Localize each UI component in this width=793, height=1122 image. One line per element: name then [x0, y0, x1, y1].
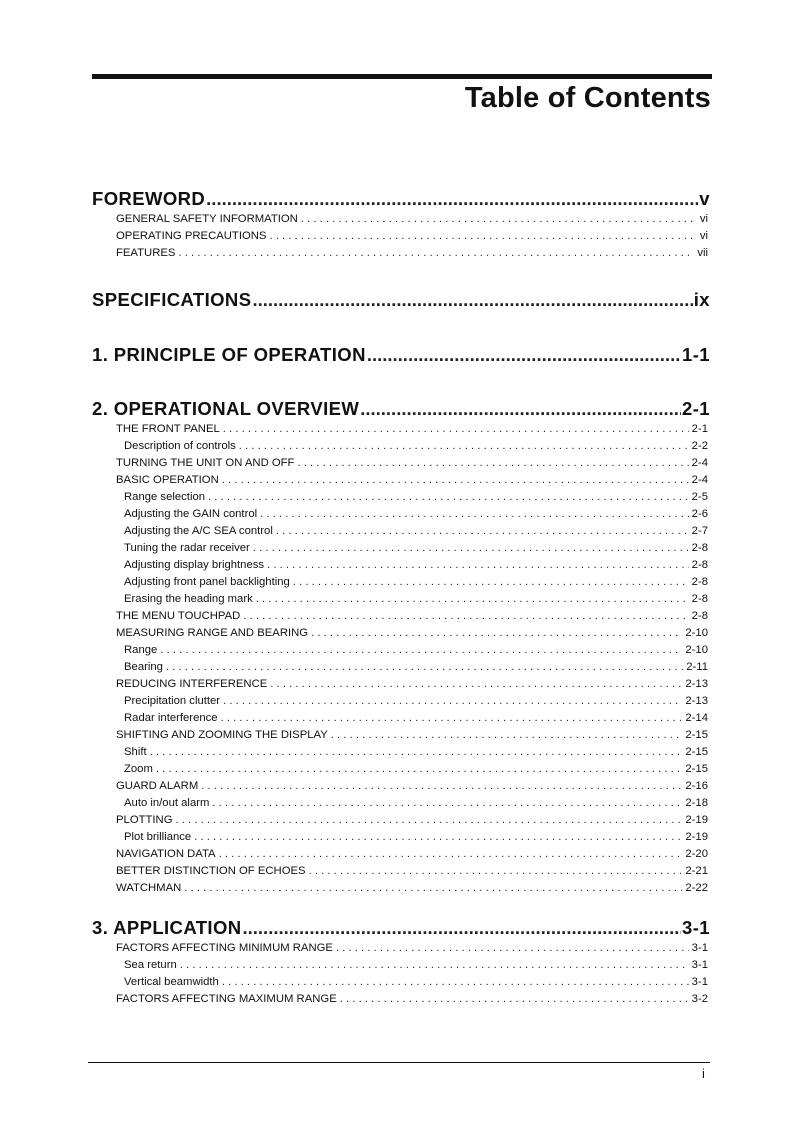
toc-entry[interactable] — [116, 213, 708, 229]
toc-entry[interactable] — [116, 882, 708, 898]
dot-leader — [223, 423, 689, 435]
dot-leader — [166, 661, 683, 673]
dot-leader — [222, 976, 689, 988]
toc-subentry[interactable] — [124, 797, 708, 813]
toc-entry-label: FACTORS AFFECTING MAXIMUM RANGE — [116, 993, 337, 1005]
toc-entry-label: Adjusting the GAIN control — [124, 508, 258, 520]
dot-leader — [336, 942, 689, 954]
toc-page-number: 2-11 — [686, 661, 708, 673]
toc-entry-label: REDUCING INTERFERENCE — [116, 678, 268, 690]
dot-leader — [260, 508, 689, 520]
toc-page-number: vi — [699, 213, 708, 225]
toc-entry-label: Adjusting the A/C SEA control — [124, 525, 273, 537]
dot-leader — [269, 230, 696, 242]
toc-entry-label: WATCHMAN — [116, 882, 182, 894]
dot-leader — [194, 831, 682, 843]
dot-leader — [184, 882, 682, 894]
dot-leader — [367, 344, 681, 366]
toc-entry-label: Bearing — [124, 661, 163, 673]
toc-page-number: 1-1 — [682, 344, 710, 365]
toc-entry[interactable] — [116, 457, 708, 473]
toc-entry-label: FACTORS AFFECTING MINIMUM RANGE — [116, 942, 333, 954]
toc-page-number: 2-19 — [685, 831, 708, 843]
dot-leader — [160, 644, 682, 656]
dot-leader — [212, 797, 682, 809]
toc-entry[interactable] — [116, 993, 708, 1009]
toc-entry-label: Tuning the radar receiver — [124, 542, 250, 554]
toc-entry-label: PLOTTING — [116, 814, 173, 826]
bottom-rule — [88, 1062, 710, 1063]
toc-entry-label: Auto in/out alarm — [124, 797, 210, 809]
toc-entry[interactable] — [116, 627, 708, 643]
toc-entry-label: Range — [124, 644, 158, 656]
dot-leader — [252, 289, 692, 311]
toc-entry-label: Erasing the heading mark — [124, 593, 253, 605]
toc-subentry[interactable] — [124, 831, 708, 847]
toc-entry-label: Plot brilliance — [124, 831, 192, 843]
toc-subentry[interactable] — [124, 576, 708, 592]
toc-page-number: 3-1 — [691, 959, 708, 971]
dot-leader — [180, 959, 689, 971]
toc-entry[interactable] — [116, 780, 708, 796]
toc-entry[interactable] — [116, 230, 708, 246]
toc-section-title: SPECIFICATIONS — [92, 289, 252, 310]
toc-entry-label: THE FRONT PANEL — [116, 423, 220, 435]
toc-section-title: 2. OPERATIONAL OVERVIEW — [92, 398, 360, 419]
toc-page-number: 2-22 — [685, 882, 708, 894]
dot-leader — [208, 491, 689, 503]
toc-subentry[interactable] — [124, 440, 708, 456]
toc-section[interactable] — [92, 917, 710, 941]
dot-leader — [256, 593, 689, 605]
toc-entry-label: OPERATING PRECAUTIONS — [116, 230, 267, 242]
toc-page-number: vii — [697, 247, 708, 259]
toc-subentry[interactable] — [124, 695, 708, 711]
toc-section-title: 1. PRINCIPLE OF OPERATION — [92, 344, 366, 365]
dot-leader — [331, 729, 683, 741]
dot-leader — [276, 525, 689, 537]
toc-section[interactable] — [92, 289, 710, 313]
toc-entry[interactable] — [116, 610, 708, 626]
toc-page-number: 2-8 — [691, 610, 708, 622]
toc-entry-label: Adjusting front panel backlighting — [124, 576, 290, 588]
toc-page-number: 2-5 — [691, 491, 708, 503]
toc-section[interactable] — [92, 188, 710, 212]
toc-section[interactable] — [92, 398, 710, 422]
toc-page-number: 2-19 — [685, 814, 708, 826]
toc-subentry[interactable] — [124, 491, 708, 507]
toc-page-number: 2-1 — [691, 423, 708, 435]
page-title: Table of Contents — [464, 82, 711, 114]
dot-leader — [311, 627, 682, 639]
toc-entry-label: Radar interference — [124, 712, 218, 724]
toc-subentry[interactable] — [124, 542, 708, 558]
toc-entry-label: Precipitation clutter — [124, 695, 221, 707]
toc-page-number: 3-1 — [691, 976, 708, 988]
dot-leader — [309, 865, 683, 877]
toc-page-number: 3-1 — [691, 942, 708, 954]
toc-page-number: 2-8 — [691, 576, 708, 588]
toc-subentry[interactable] — [124, 559, 708, 575]
toc-page-number: 2-21 — [685, 865, 708, 877]
toc-entry[interactable] — [116, 678, 708, 694]
dot-leader — [219, 848, 683, 860]
toc-entry-label: Zoom — [124, 763, 153, 775]
toc-entry-label: GENERAL SAFETY INFORMATION — [116, 213, 298, 225]
dot-leader — [340, 993, 689, 1005]
toc-entry-label: GUARD ALARM — [116, 780, 199, 792]
dot-leader — [243, 610, 688, 622]
toc-subentry[interactable] — [124, 959, 708, 975]
toc-entry-label: Shift — [124, 746, 147, 758]
toc-entry-label: FEATURES — [116, 247, 176, 259]
toc-page-number: 2-7 — [691, 525, 708, 537]
toc-subentry[interactable] — [124, 712, 708, 728]
toc-page-number: 2-8 — [691, 593, 708, 605]
page-number: i — [702, 1066, 705, 1081]
dot-leader — [360, 398, 681, 420]
toc-subentry[interactable] — [124, 644, 708, 660]
toc-page-number: ix — [693, 289, 710, 310]
dot-leader — [267, 559, 689, 571]
toc-entry[interactable] — [116, 865, 708, 881]
dot-leader — [253, 542, 689, 554]
toc-entry-label: SHIFTING AND ZOOMING THE DISPLAY — [116, 729, 328, 741]
dot-leader — [178, 247, 694, 259]
toc-page-number: 2-15 — [685, 746, 708, 758]
dot-leader — [150, 746, 683, 758]
dot-leader — [176, 814, 683, 826]
dot-leader — [239, 440, 689, 452]
toc-entry-label: TURNING THE UNIT ON AND OFF — [116, 457, 295, 469]
toc-page-number: 2-4 — [691, 457, 708, 469]
toc-page-number: 2-15 — [685, 763, 708, 775]
toc-entry-label: Description of controls — [124, 440, 236, 452]
toc-entry[interactable] — [116, 474, 708, 490]
toc-page-number: 3-1 — [682, 917, 710, 938]
toc-subentry[interactable] — [124, 593, 708, 609]
dot-leader — [270, 678, 682, 690]
dot-leader — [301, 213, 697, 225]
toc-entry-label: MEASURING RANGE AND BEARING — [116, 627, 309, 639]
toc-entry[interactable] — [116, 729, 708, 745]
toc-entry-label: Sea return — [124, 959, 177, 971]
toc-page-number: 2-4 — [691, 474, 708, 486]
toc-page-number: 2-15 — [685, 729, 708, 741]
toc-page-number: 2-8 — [691, 559, 708, 571]
toc-page-number: 2-14 — [685, 712, 708, 724]
dot-leader — [293, 576, 689, 588]
toc-section[interactable] — [92, 344, 710, 368]
dot-leader — [223, 695, 682, 707]
toc-section-title: 3. APPLICATION — [92, 917, 242, 938]
toc-entry[interactable] — [116, 814, 708, 830]
toc-subentry[interactable] — [124, 976, 708, 992]
dot-leader — [222, 474, 689, 486]
dot-leader — [221, 712, 683, 724]
toc-page-number: 2-13 — [685, 678, 708, 690]
toc-subentry[interactable] — [124, 508, 708, 524]
toc-entry-label: NAVIGATION DATA — [116, 848, 216, 860]
toc-page-number: v — [699, 188, 710, 209]
toc-entry[interactable] — [116, 423, 708, 439]
toc-entry-label: Adjusting display brightness — [124, 559, 265, 571]
toc-page-number: 2-8 — [691, 542, 708, 554]
toc-page-number: 2-1 — [682, 398, 710, 419]
toc-page-number: 3-2 — [691, 993, 708, 1005]
toc-page-number: 2-6 — [691, 508, 708, 520]
toc-page-number: vi — [699, 230, 708, 242]
dot-leader — [201, 780, 682, 792]
toc-entry[interactable] — [116, 848, 708, 864]
toc-page-number: 2-13 — [685, 695, 708, 707]
toc-entry-label: Vertical beamwidth — [124, 976, 219, 988]
toc-entry[interactable] — [116, 942, 708, 958]
toc-subentry[interactable] — [124, 661, 708, 677]
toc-page-number: 2-10 — [685, 627, 708, 639]
dot-leader — [156, 763, 682, 775]
dot-leader — [206, 188, 698, 210]
toc-subentry[interactable] — [124, 746, 708, 762]
toc-page-number: 2-18 — [685, 797, 708, 809]
toc-page-number: 2-20 — [685, 848, 708, 860]
toc-page-number: 2-2 — [691, 440, 708, 452]
toc-page-number: 2-16 — [685, 780, 708, 792]
toc-page-number: 2-10 — [685, 644, 708, 656]
toc-entry-label: Range selection — [124, 491, 206, 503]
toc-entry-label: THE MENU TOUCHPAD — [116, 610, 241, 622]
toc-subentry[interactable] — [124, 525, 708, 541]
dot-leader — [243, 917, 682, 939]
toc-entry-label: BETTER DISTINCTION OF ECHOES — [116, 865, 306, 877]
dot-leader — [297, 457, 688, 469]
toc-entry-label: BASIC OPERATION — [116, 474, 219, 486]
toc-section-title: FOREWORD — [92, 188, 206, 209]
toc-entry[interactable] — [116, 247, 708, 263]
toc-subentry[interactable] — [124, 763, 708, 779]
